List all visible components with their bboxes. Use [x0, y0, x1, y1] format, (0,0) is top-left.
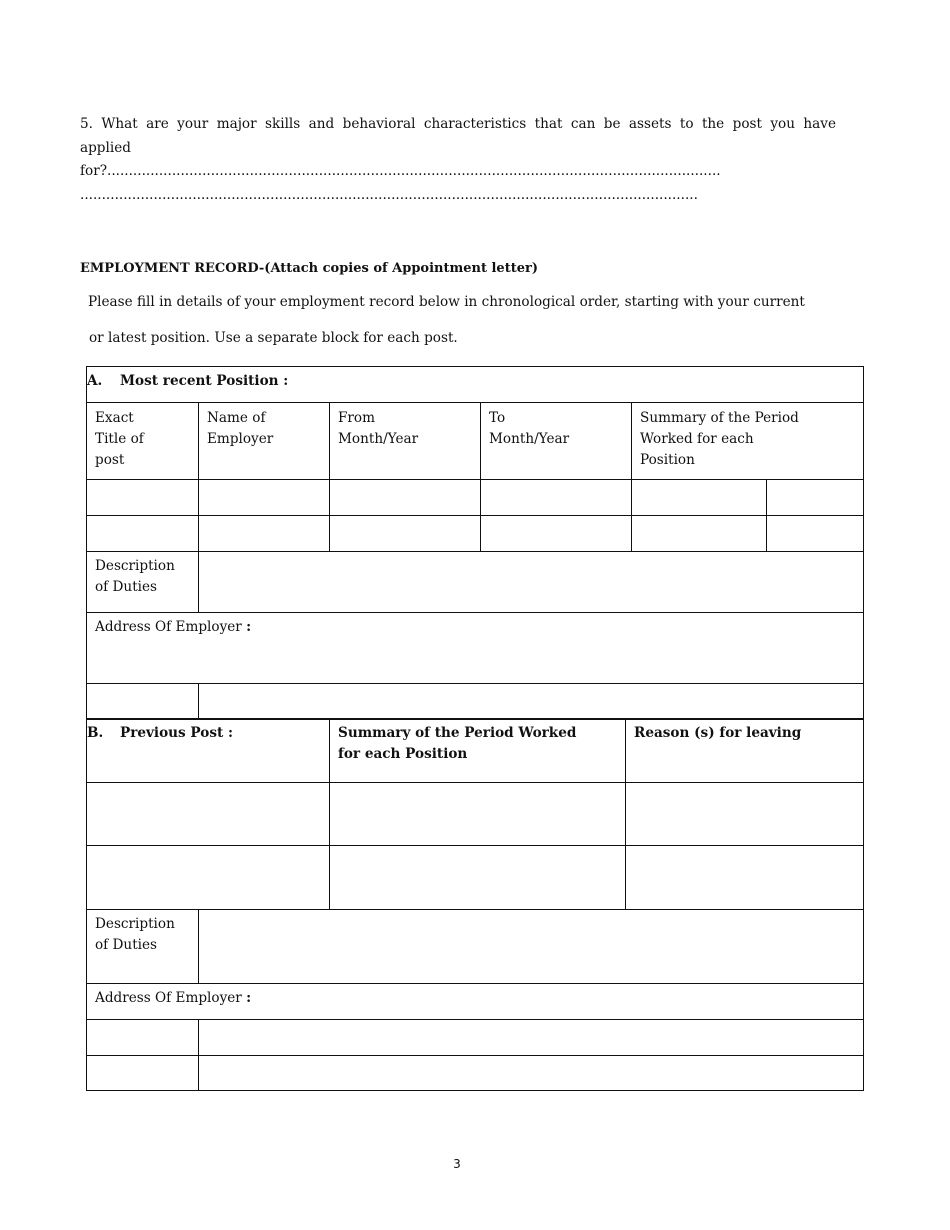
description-label: Description of Duties	[87, 910, 199, 984]
intro-line-2: or latest position. Use a separate block for each post.	[89, 330, 458, 346]
input-cell[interactable]	[87, 846, 330, 910]
table-row	[87, 516, 864, 552]
table-previous-post	[86, 718, 864, 1091]
input-cell[interactable]	[87, 480, 199, 516]
address-of-employer-cell[interactable]: Address Of Employer :	[87, 613, 864, 684]
input-cell[interactable]	[626, 783, 864, 846]
input-cell[interactable]	[632, 516, 767, 552]
table-row	[87, 480, 864, 516]
col-header-summary: Summary of the Period Worked for each Position	[330, 719, 626, 783]
input-cell[interactable]	[632, 480, 767, 516]
description-input[interactable]	[199, 910, 864, 984]
input-cell[interactable]	[330, 480, 481, 516]
section-b-header-cell	[87, 719, 330, 783]
input-cell[interactable]	[481, 480, 632, 516]
description-input[interactable]	[199, 552, 864, 613]
address-label: Address Of Employer	[95, 990, 242, 1006]
question-5-text: 5. What are your major skills and behavioral characteristics that can be assets to the post you have	[80, 116, 836, 132]
question-5	[80, 113, 836, 207]
input-cell[interactable]	[199, 480, 330, 516]
col-header-to: To Month/Year	[481, 403, 632, 480]
input-cell[interactable]	[767, 480, 864, 516]
table-row	[87, 1056, 864, 1091]
col-header-summary: Summary of the Period Worked for each Position	[632, 403, 864, 480]
input-cell[interactable]	[199, 684, 864, 720]
description-label: Description of Duties	[87, 552, 199, 613]
col-header-title: Exact Title of post	[87, 403, 199, 480]
section-a-title: A. Most recent Position :	[87, 373, 289, 389]
input-cell[interactable]	[87, 1056, 199, 1091]
section-a-header-cell	[87, 367, 864, 403]
col-header-from: From Month/Year	[330, 403, 481, 480]
input-cell[interactable]	[199, 516, 330, 552]
input-cell[interactable]	[87, 1020, 199, 1056]
input-cell[interactable]	[199, 1056, 864, 1091]
address-label: Address Of Employer	[95, 619, 242, 635]
input-cell[interactable]	[330, 516, 481, 552]
input-cell[interactable]	[87, 684, 199, 720]
input-cell[interactable]	[626, 846, 864, 910]
col-header-employer: Name of Employer	[199, 403, 330, 480]
table-row	[87, 783, 864, 846]
question-5-text-cont: applied	[80, 139, 131, 156]
answer-line-2[interactable]: ...............................................................................................................................................	[80, 186, 698, 203]
table-row	[87, 846, 864, 910]
table-row	[87, 684, 864, 720]
input-cell[interactable]	[767, 516, 864, 552]
input-cell[interactable]	[481, 516, 632, 552]
answer-line-1[interactable]: for?..............................................................................................................................................	[80, 163, 721, 179]
input-cell[interactable]	[87, 783, 330, 846]
section-b-title: B. Previous Post :	[87, 725, 234, 741]
table-most-recent-position	[86, 366, 864, 720]
employment-record-heading: EMPLOYMENT RECORD-(Attach copies of Appointment letter)	[80, 261, 538, 276]
input-cell[interactable]	[330, 783, 626, 846]
table-row	[87, 1020, 864, 1056]
col-header-reason: Reason (s) for leaving	[626, 719, 864, 783]
intro-line-1: Please fill in details of your employment record below in chronological order, starting with your current	[88, 294, 805, 310]
input-cell[interactable]	[199, 1020, 864, 1056]
input-cell[interactable]	[330, 846, 626, 910]
input-cell[interactable]	[87, 516, 199, 552]
page-number: 3	[453, 1157, 461, 1171]
address-of-employer-cell[interactable]: Address Of Employer :	[87, 984, 864, 1020]
